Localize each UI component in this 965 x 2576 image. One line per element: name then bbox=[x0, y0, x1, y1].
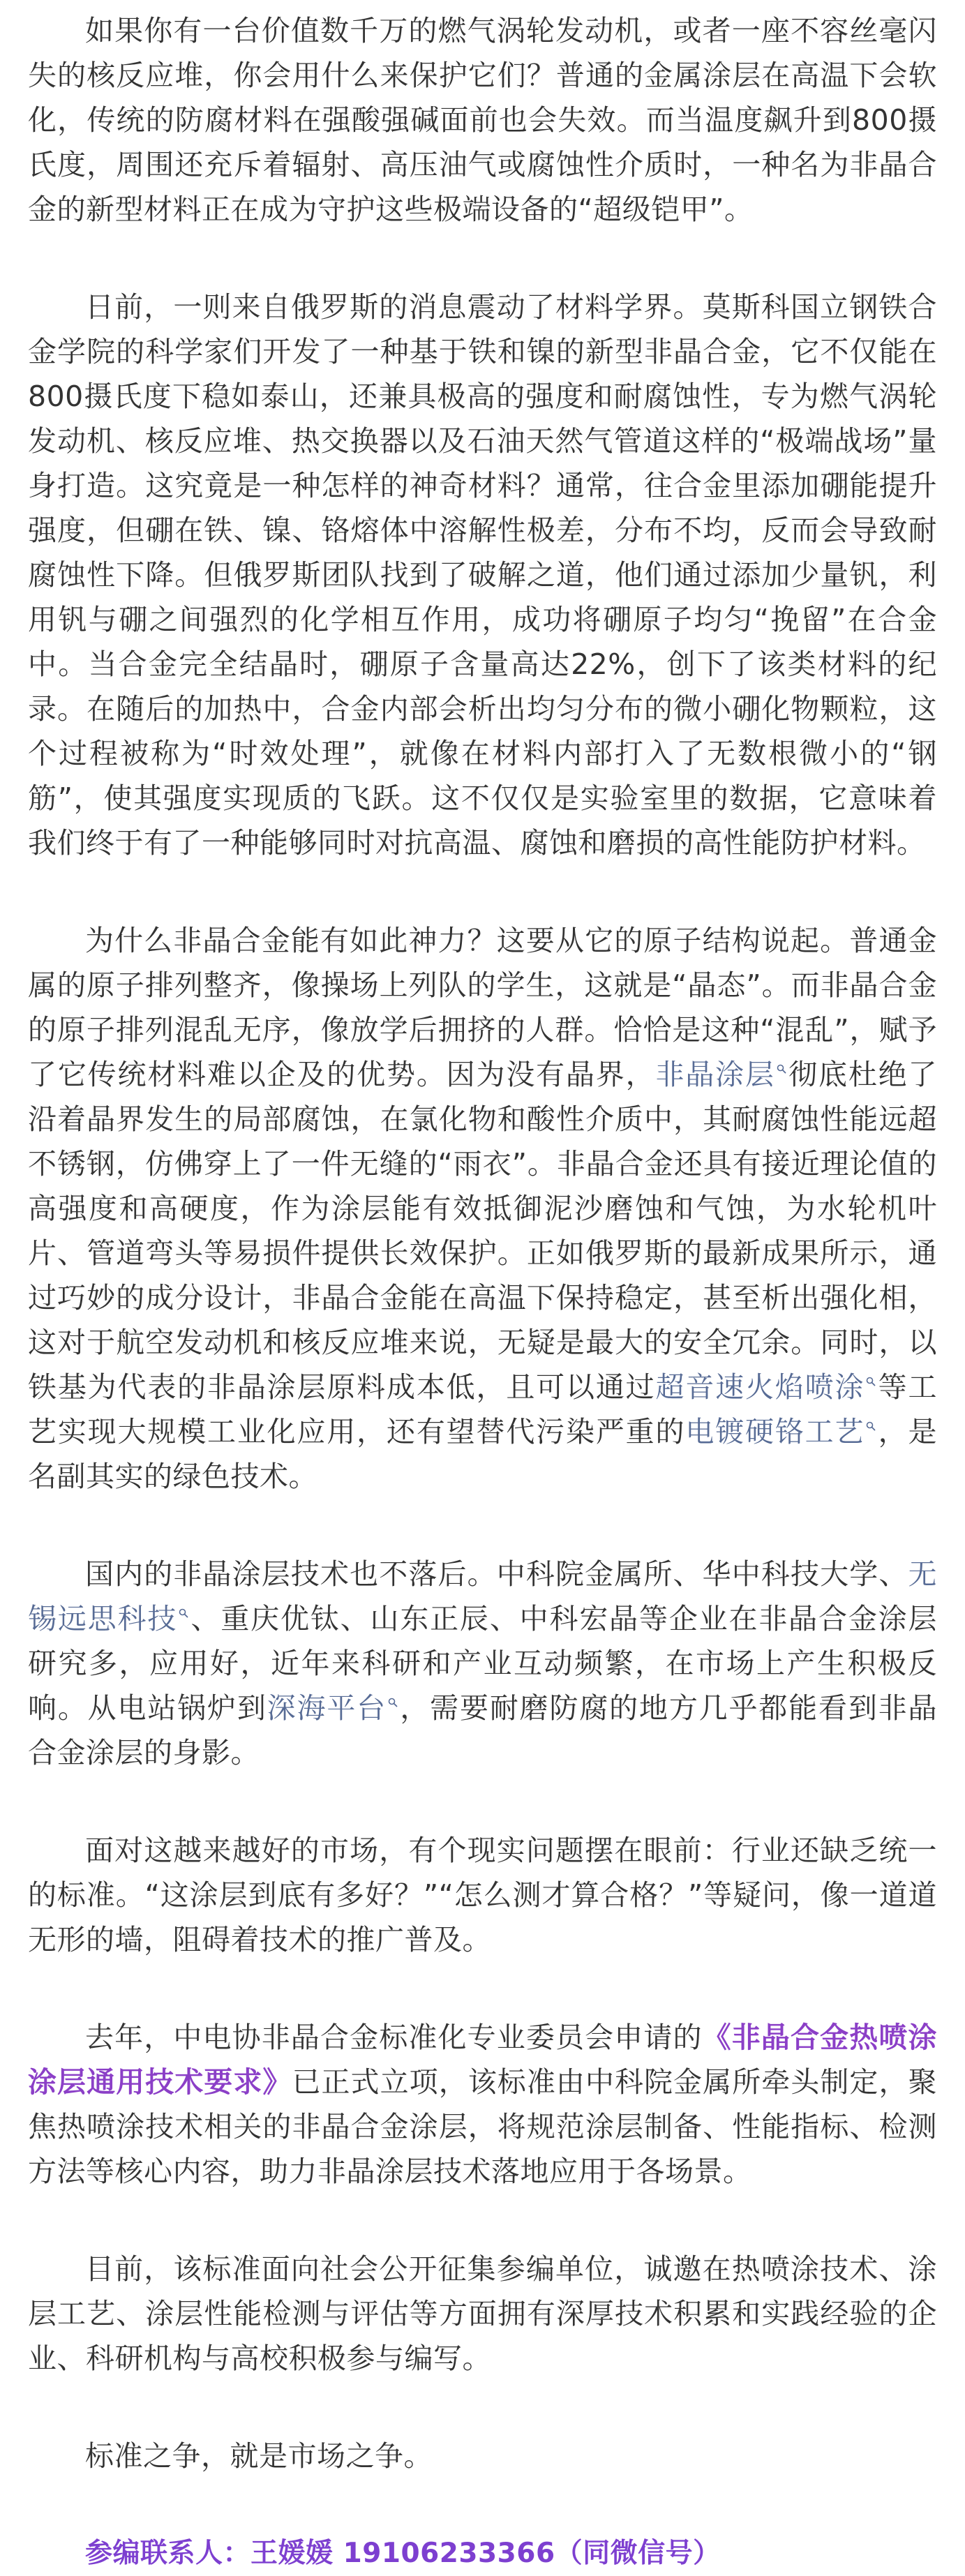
paragraph-text-segment: 去年，中电协非晶合金标准化专业委员会申请的 bbox=[85, 2021, 703, 2054]
paragraph-call-for-participants bbox=[28, 2247, 937, 2381]
search-icon[interactable] bbox=[866, 1421, 876, 1431]
paragraph-text-segment: ，需要耐磨防腐的地方几乎都能看到非晶合金涂层的身影。 bbox=[28, 1691, 938, 1769]
paragraph-text-segment: 已正式立项，该标准由中科院金属所牵头制定，聚焦热喷涂技术相关的非晶合金涂层，将规范涂层制备、性能指标、检测方法等核心内容，助力非晶涂层技术落地应用于各场景。 bbox=[28, 2065, 938, 2188]
search-icon[interactable] bbox=[866, 1377, 876, 1386]
link-deep-sea-platform[interactable]: 深海平台 bbox=[267, 1691, 387, 1725]
link-amorphous-coating[interactable]: 非晶涂层 bbox=[655, 1058, 775, 1091]
paragraph-intro bbox=[28, 8, 937, 232]
link-wuxi-yuansi[interactable]: 无锡远思科技 bbox=[28, 1557, 937, 1635]
paragraph-closing-slogan bbox=[28, 2434, 937, 2478]
paragraph-text-segment: ，是名副其实的绿色技术。 bbox=[28, 1415, 938, 1493]
link-hard-chrome-plating[interactable]: 电镀硬铬工艺 bbox=[685, 1415, 865, 1448]
standard-title: 《非晶合金热喷涂涂层通用技术要求》 bbox=[28, 2021, 937, 2099]
search-icon[interactable] bbox=[777, 1064, 786, 1074]
paragraph-standard-problem-text: 面对这越来越好的市场，有个现实问题摆在眼前：行业还缺乏统一的标准。“这涂层到底有多好？”“怎么测才算合格？”等疑问，像一道道无形的墙，阻碍着技术的推广普及。 bbox=[28, 1834, 937, 1956]
link-hvof-spraying[interactable]: 超音速火焰喷涂 bbox=[655, 1370, 865, 1404]
paragraph-russian-research bbox=[28, 285, 937, 865]
paragraph-text-segment: 国内的非晶涂层技术也不落后。中科院金属所、华中科技大学、 bbox=[85, 1557, 908, 1591]
paragraph-domestic-industry bbox=[28, 1552, 937, 1775]
contact-info-text: 参编联系人：王媛媛 19106233366（同微信号） bbox=[85, 2538, 721, 2569]
search-icon[interactable] bbox=[179, 1608, 188, 1618]
paragraph-text-segment: 等工艺实现大规模工业化应用，还有望替代污染严重的 bbox=[28, 1370, 938, 1448]
paragraph-call-for-participants-text: 目前，该标准面向社会公开征集参编单位，诚邀在热喷涂技术、涂层工艺、涂层性能检测与评估等方面拥有深厚技术积累和实践经验的企业、科研机构与高校积极参与编写。 bbox=[28, 2252, 937, 2375]
paragraph-closing-slogan-text: 标准之争，就是市场之争。 bbox=[85, 2439, 433, 2473]
paragraph-standard-approval bbox=[28, 2015, 937, 2194]
article-body bbox=[0, 8, 965, 2576]
paragraph-text-segment: 、重庆优钛、山东正辰、中科宏晶等企业在非晶合金涂层研究多，应用好，近年来科研和产业互动频繁，在市场上产生积极反响。从电站锅炉到 bbox=[28, 1602, 938, 1725]
contact-info bbox=[28, 2531, 937, 2576]
paragraph-russian-research-text: 日前，一则来自俄罗斯的消息震动了材料学界。莫斯科国立钢铁合金学院的科学家们开发了一种基于铁和镍的新型非晶合金，它不仅能在800摄氏度下稳如泰山，还兼具极高的强度和耐腐蚀性，专为燃气涡轮发动机、核反应堆、热交换器以及石油天然气管道这样的“极端战场”量身打造。这究竟是一种怎样的神奇材料？通常，往合金里添加硼能提升强度，但硼在铁、镍、铬熔体中溶解性极差，分布不均，反而会导致耐腐蚀性下降。但俄罗斯团队找到了破解之道，他们通过添加少量钒，利用钒与硼之间强烈的化学相互作用，成功将硼原子均匀“挽留”在合金中。当合金完全结晶时，硼原子含量高达22%，创下了该类材料的纪录。在随后的加热中，合金内部会析出均匀分布的微小硼化物颗粒，这个过程被称为“时效处理”，就像在材料内部打入了无数根微小的“钢筋”，使其强度实现质的飞跃。这不仅仅是实验室里的数据，它意味着我们终于有了一种能够同时对抗高温、腐蚀和磨损的高性能防护材料。 bbox=[28, 290, 937, 860]
paragraph-text-segment: 为什么非晶合金能有如此神力？这要从它的原子结构说起。普通金属的原子排列整齐，像操场上列队的学生，这就是“晶态”。而非晶合金的原子排列混乱无序，像放学后拥挤的人群。恰恰是这种“混乱”，赋予了它传统材料难以企及的优势。因为没有晶界， bbox=[28, 924, 937, 1091]
paragraph-text-segment: 彻底杜绝了沿着晶界发生的局部腐蚀，在氯化物和酸性介质中，其耐腐蚀性能远超不锈钢，仿佛穿上了一件无缝的“雨衣”。非晶合金还具有接近理论值的高强度和高硬度，作为涂层能有效抵御泥沙磨蚀和气蚀，为水轮机叶片、管道弯头等易损件提供长效保护。正如俄罗斯的最新成果所示，通过巧妙的成分设计，非晶合金能在高温下保持稳定，甚至析出强化相，这对于航空发动机和核反应堆来说，无疑是最大的安全冗余。同时，以铁基为代表的非晶涂层原料成本低，且可以通过 bbox=[28, 1058, 938, 1404]
paragraph-intro-text: 如果你有一台价值数千万的燃气涡轮发动机，或者一座不容丝毫闪失的核反应堆，你会用什么来保护它们？普通的金属涂层在高温下会软化，传统的防腐材料在强酸强碱面前也会失效。而当温度飙升到800摄氏度，周围还充斥着辐射、高压油气或腐蚀性介质时，一种名为非晶合金的新型材料正在成为守护这些极端设备的“超级铠甲”。 bbox=[28, 14, 937, 226]
search-icon[interactable] bbox=[388, 1698, 398, 1707]
paragraph-amorphous-advantages bbox=[28, 918, 937, 1499]
paragraph-standard-problem bbox=[28, 1828, 937, 1962]
